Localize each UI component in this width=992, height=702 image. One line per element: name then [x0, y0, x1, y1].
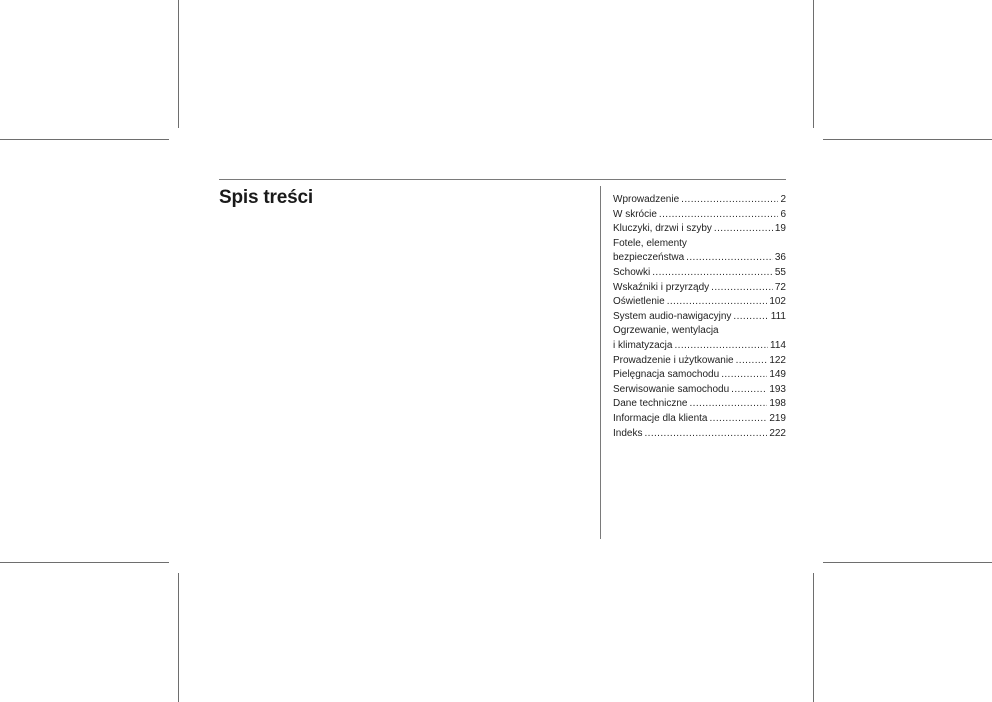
crop-mark-bottom-right-horizontal	[823, 562, 992, 563]
toc-entry-line	[613, 222, 786, 237]
toc-entry-title: Wprowadzenie	[613, 194, 680, 205]
toc-leader-dots	[681, 193, 778, 208]
toc-entry-line	[613, 427, 786, 442]
toc-entry-title: Indeks	[613, 427, 643, 439]
toc-entry-title: W skrócie	[613, 208, 657, 220]
toc-page-number: 72	[774, 281, 786, 293]
toc-entry[interactable]	[613, 295, 786, 310]
toc-entry-line	[613, 266, 786, 281]
toc-entry[interactable]	[613, 310, 786, 325]
toc-entry-title: Prowadzenie i użytkowanie	[613, 354, 734, 366]
toc-entry-line	[613, 237, 786, 252]
toc-entry-line	[613, 324, 786, 339]
toc-page-number: 36	[774, 252, 786, 264]
toc-entry[interactable]	[613, 193, 786, 208]
toc-leader-dots	[736, 354, 768, 369]
toc-entry-line	[613, 383, 786, 398]
toc-entry-title: Informacje dla klienta	[613, 412, 708, 424]
toc-entry[interactable]	[613, 281, 786, 296]
toc-leader-dots	[710, 412, 768, 427]
toc-entry[interactable]	[613, 397, 786, 412]
crop-mark-bottom-right-vertical	[813, 573, 814, 702]
toc-leader-dots	[644, 427, 767, 442]
toc-leader-dots	[711, 281, 773, 296]
toc-leader-dots	[652, 266, 773, 281]
toc-entry[interactable]	[613, 208, 786, 223]
crop-mark-top-right-vertical	[813, 0, 814, 128]
toc-entry[interactable]	[613, 383, 786, 398]
toc-entry-line	[613, 368, 786, 383]
toc-entry-title: Oświetlenie	[613, 296, 665, 308]
toc-leader-dots	[667, 295, 768, 310]
toc-entry[interactable]	[613, 427, 786, 442]
toc-entry-title: bezpieczeństwa	[613, 252, 685, 264]
page-title: Spis treści	[219, 187, 313, 208]
toc-page-number: 2	[780, 194, 786, 205]
toc-entry-line	[613, 310, 786, 325]
toc-entry-line	[613, 251, 786, 266]
crop-mark-bottom-left-vertical	[178, 573, 179, 702]
toc-entry-line	[613, 208, 786, 223]
toc-entry-title: Wskaźniki i przyrządy	[613, 281, 710, 293]
toc-page-number: 122	[769, 354, 786, 366]
column-divider	[600, 186, 601, 539]
toc-entry[interactable]	[613, 222, 786, 237]
toc-page-number: 111	[770, 310, 786, 322]
toc-leader-dots	[714, 222, 773, 237]
toc-entry-title: System audio-nawigacyjny	[613, 310, 732, 322]
toc-page-number: 6	[780, 208, 786, 220]
toc-entry[interactable]	[613, 237, 786, 266]
toc-entry-line	[613, 281, 786, 296]
toc-entry-title: Kluczyki, drzwi i szyby	[613, 223, 712, 235]
toc-entry-line	[613, 295, 786, 310]
toc-entry-title: Serwisowanie samochodu	[613, 383, 730, 395]
toc-leader-dots	[674, 339, 768, 354]
toc-leader-dots	[721, 368, 767, 383]
crop-mark-top-right-horizontal	[823, 139, 992, 140]
toc-entry[interactable]	[613, 324, 786, 353]
toc-page-number: 193	[769, 383, 786, 395]
toc-entry-title: Fotele, elementy	[613, 237, 687, 249]
toc-page-number: 114	[770, 339, 786, 351]
toc-leader-dots	[659, 208, 779, 223]
toc-entry-line	[613, 397, 786, 412]
toc-leader-dots	[686, 251, 773, 266]
toc-entry[interactable]	[613, 266, 786, 281]
table-of-contents	[613, 193, 786, 441]
toc-entry-line	[613, 412, 786, 427]
toc-page-number: 222	[769, 427, 786, 439]
toc-page-number: 102	[769, 296, 786, 308]
toc-entry-title: Dane techniczne	[613, 398, 688, 410]
toc-entry[interactable]	[613, 368, 786, 383]
toc-page-number: 19	[774, 223, 786, 235]
toc-entry[interactable]	[613, 354, 786, 369]
toc-entry-title: Pielęgnacja samochodu	[613, 369, 720, 381]
toc-entry-line	[613, 354, 786, 369]
toc-entry-title: Ogrzewanie, wentylacja	[613, 325, 719, 337]
toc-entry-line	[613, 339, 786, 354]
crop-mark-top-left-horizontal	[0, 139, 169, 140]
toc-page-number: 198	[769, 398, 786, 410]
toc-entry[interactable]	[613, 412, 786, 427]
toc-leader-dots	[733, 310, 768, 325]
toc-entry-line	[613, 193, 786, 208]
toc-page-number: 149	[769, 369, 786, 381]
toc-leader-dots	[690, 397, 768, 412]
toc-leader-dots	[731, 383, 767, 398]
header-rule	[219, 179, 786, 180]
toc-entry-title: Schowki	[613, 266, 651, 278]
crop-mark-bottom-left-horizontal	[0, 562, 169, 563]
toc-page-number: 55	[774, 266, 786, 278]
crop-mark-top-left-vertical	[178, 0, 179, 128]
toc-entry-title: i klimatyzacja	[613, 339, 673, 351]
toc-page-number: 219	[769, 412, 786, 424]
